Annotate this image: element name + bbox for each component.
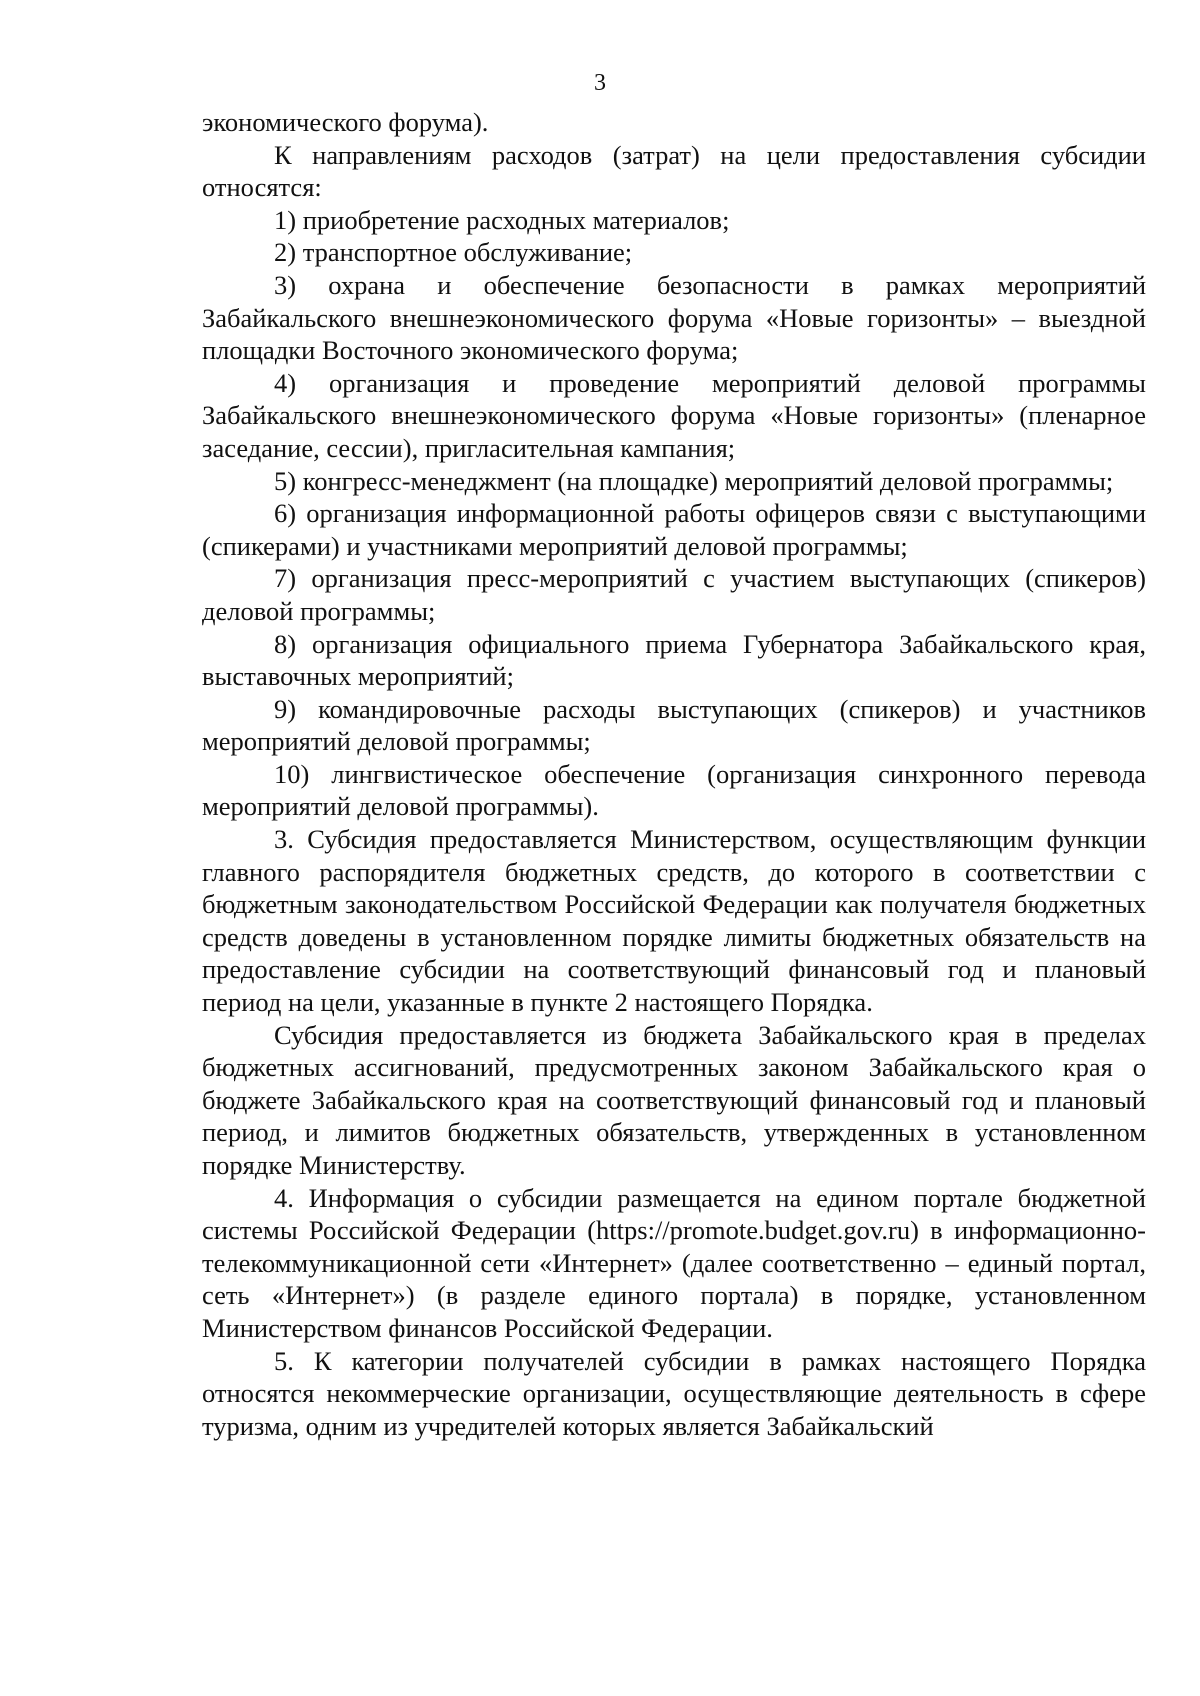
list-item-10: 10) лингвистическое обеспечение (организация синхронного перевода мероприятий деловой программы). bbox=[202, 758, 1146, 822]
list-item-4: 4) организация и проведение мероприятий деловой программы Забайкальского внешнеэкономического форума «Новые горизонты» (пленарное заседание, сессии), пригласительная кампания; bbox=[202, 367, 1146, 463]
paragraph-expense-directions-intro: К направлениям расходов (затрат) на цели предоставления субсидии относятся: bbox=[202, 139, 1146, 203]
list-item-9: 9) командировочные расходы выступающих (спикеров) и участников мероприятий деловой программы; bbox=[202, 693, 1146, 757]
section-4-paragraph: 4. Информация о субсидии размещается на едином портале бюджетной системы Российской Федерации (https://promote.budget.gov.ru) в информационно-телекоммуникационной сети «Интернет» (далее соответственно – единый портал, сеть «Интернет») (в разделе единого портала) в порядке, установленном Министерством финансов Российской Федерации. bbox=[202, 1182, 1146, 1343]
list-item-8: 8) организация официального приема Губернатора Забайкальского края, выставочных мероприятий; bbox=[202, 628, 1146, 692]
list-item-3: 3) охрана и обеспечение безопасности в рамках мероприятий Забайкальского внешнеэкономического форума «Новые горизонты» – выездной площадки Восточного экономического форума; bbox=[202, 269, 1146, 366]
list-item-1: 1) приобретение расходных материалов; bbox=[274, 204, 730, 235]
document-body bbox=[202, 106, 1146, 1442]
list-item-2: 2) транспортное обслуживание; bbox=[274, 237, 633, 268]
list-item-5: 5) конгресс-менеджмент (на площадке) мероприятий деловой программы; bbox=[274, 465, 1114, 496]
section-3-budget-paragraph: Субсидия предоставляется из бюджета Забайкальского края в пределах бюджетных ассигнований, предусмотренных законом Забайкальского края о бюджете Забайкальского края на соответствующий финансовый год и плановый период, и лимитов бюджетных обязательств, утвержденных в установленном порядке Министерству. bbox=[202, 1019, 1146, 1180]
list-item-7: 7) организация пресс-мероприятий с участием выступающих (спикеров) деловой программы; bbox=[202, 563, 1146, 626]
section-3-paragraph: 3. Субсидия предоставляется Министерством, осуществляющим функции главного распорядителя бюджетных средств, до которого в соответствии с бюджетным законодательством Российской Федерации как получателя бюджетных средств доведены в установленном порядке лимиты бюджетных обязательств на предоставление субсидии на соответствующий финансовый год и плановый период на цели, указанные в пункте 2 настоящего Порядка. bbox=[202, 824, 1146, 1018]
list-item-6: 6) организация информационной работы офицеров связи с выступающими (спикерами) и участниками мероприятий деловой программы; bbox=[202, 498, 1146, 561]
section-5-paragraph: 5. К категории получателей субсидии в рамках настоящего Порядка относятся некоммерческие организации, осуществляющие деятельность в сфере туризма, одним из учредителей которых является Забайкальский bbox=[202, 1345, 1146, 1441]
page-number: 3 bbox=[594, 70, 606, 96]
paragraph-continuation: экономического форума). bbox=[202, 107, 489, 137]
